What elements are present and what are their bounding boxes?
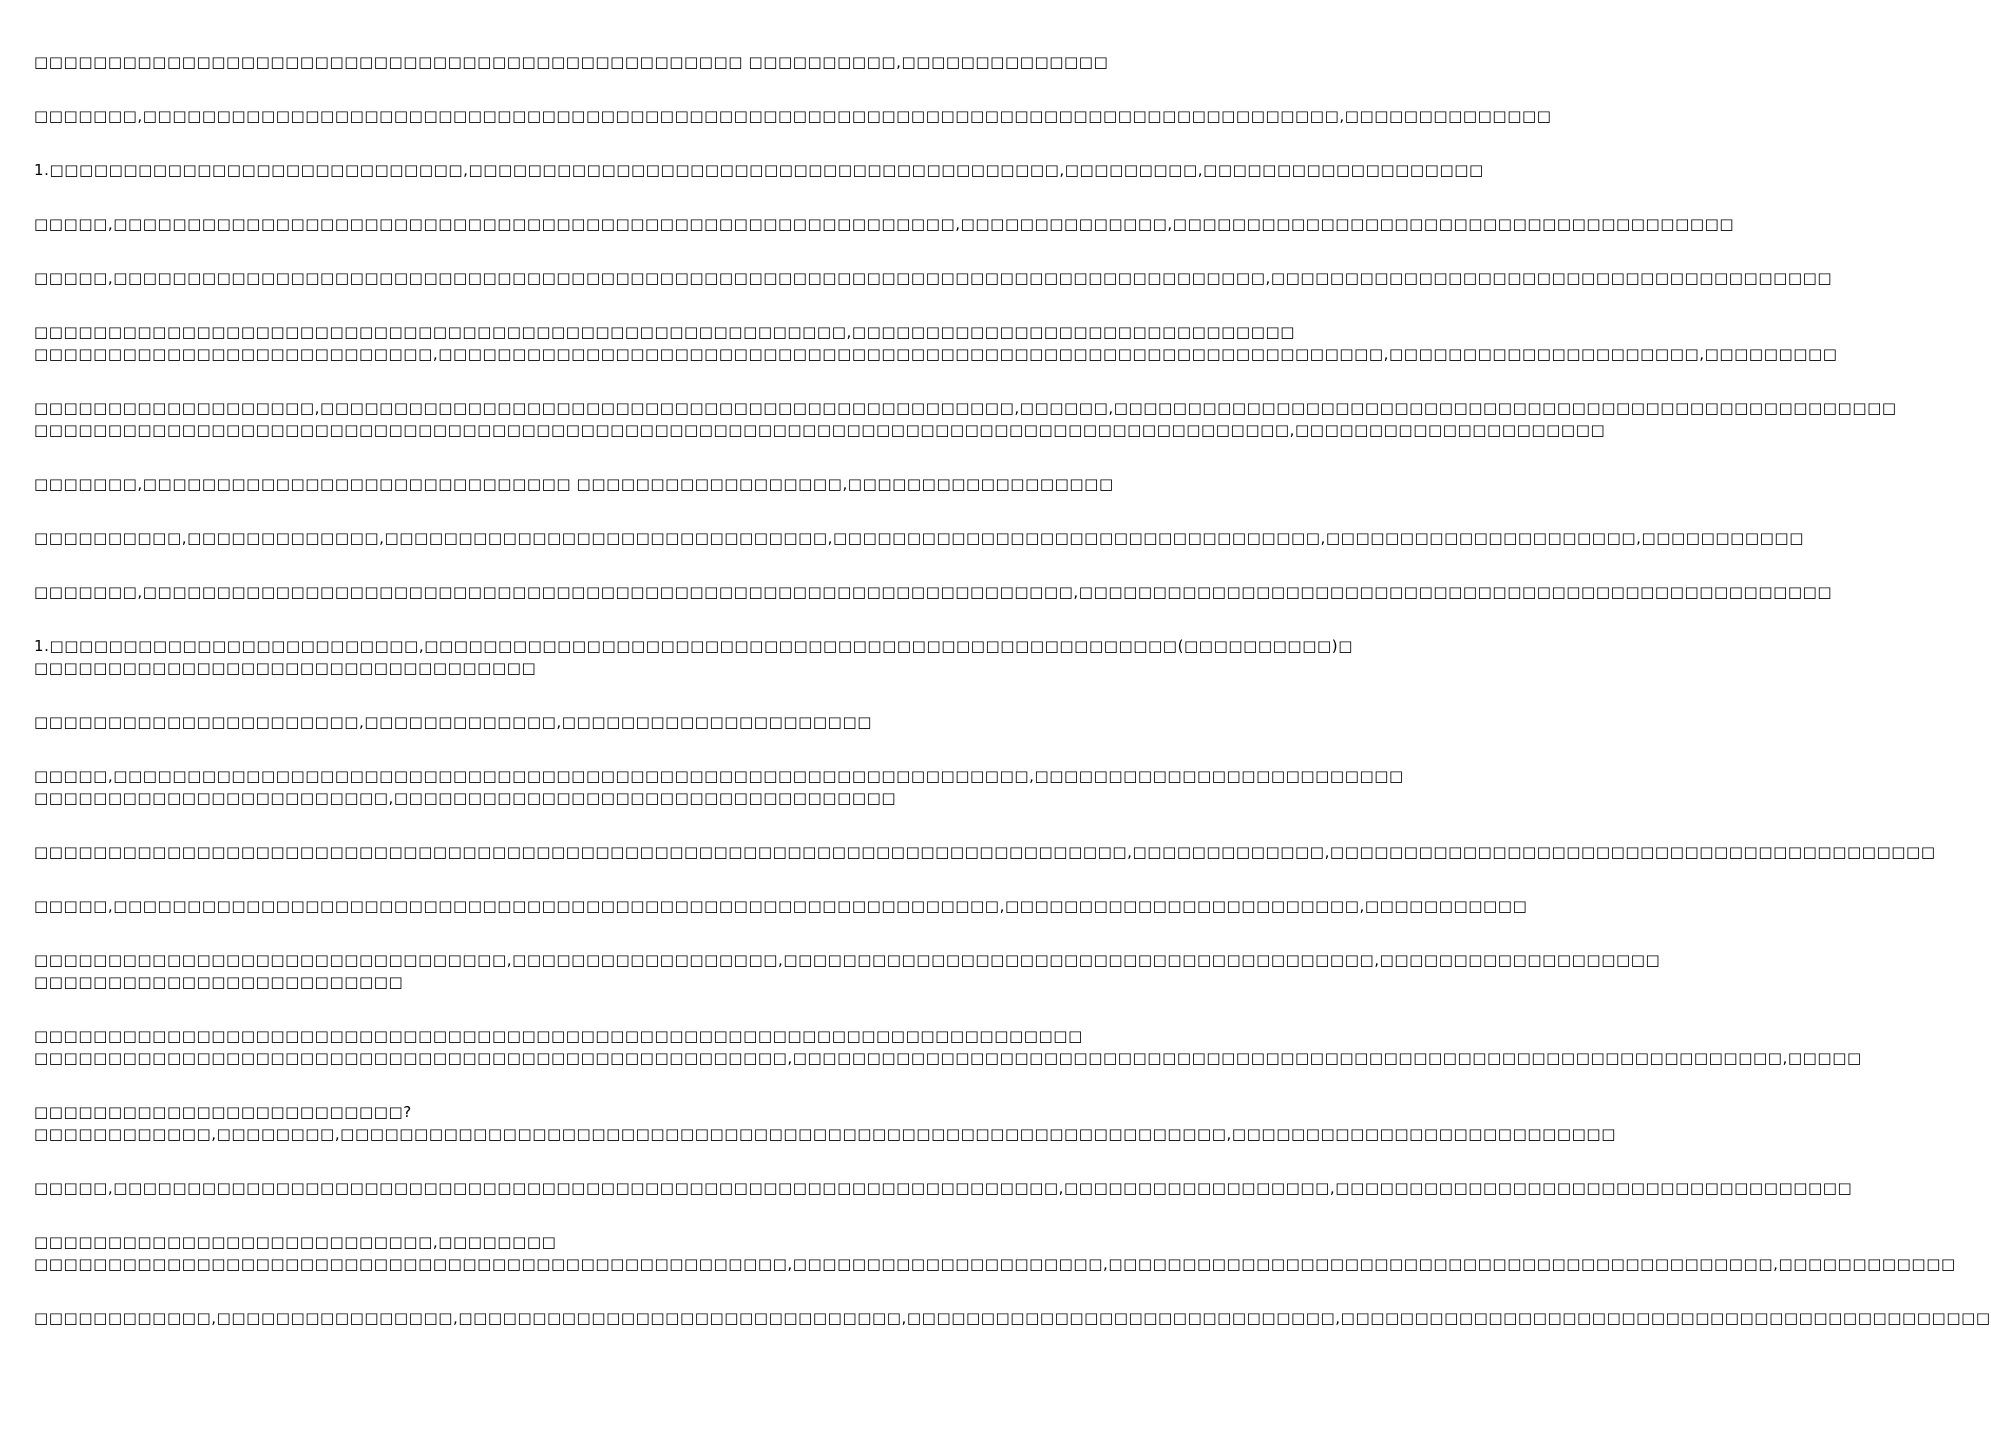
paragraph bbox=[34, 1231, 1956, 1275]
paragraph bbox=[34, 1025, 1862, 1069]
text-line: □□□□□□□□□□□□□□□□□□□□□□□□□□□□□□□□□□□□□□□□□□□□□□□□□□□,□□□□□□□□□□□□□□□□□□□□□,□□□□□□□□□□□□□□□□□□□□□□□□□□□□□□□□□□□□□□□□□□□□□,□□□□□□□□□□□□ bbox=[34, 1255, 1956, 1273]
text-line: □□□□□□□□□□□□□□□□□□□□□□□□□ bbox=[34, 973, 404, 991]
paragraph bbox=[34, 581, 1833, 603]
paragraph bbox=[34, 635, 1353, 679]
text-line: □□□□□□□□□□□□□□□□□□□□□□,□□□□□□□□□□□□□,□□□□□□□□□□□□□□□□□□□□□ bbox=[34, 713, 872, 731]
paragraph bbox=[34, 321, 1838, 365]
text-line: □□□□□□□□□□□□□□□□□□□□□□□□□□□□□□□□□□□□□□□□□□□□□□□□□□□□□□□□□□□□□□□□□□□□□□□ bbox=[34, 1027, 1083, 1045]
text-line: □□□□□□□□□□□□□□□□□□□□□□□□□□□□□□□□□□□□□□□□□□□□□□□□□□□□□□□□□□□□□□□□□□□□□□□□□□,□□□□□□□□□□□□□,□□□□□□□□□□□□□□□□□□□□□□□□□□□□□□□□□□□□□□□□□ bbox=[34, 843, 1936, 861]
paragraph bbox=[34, 895, 1528, 917]
text-line: □□□□□,□□□□□□□□□□□□□□□□□□□□□□□□□□□□□□□□□□□□□□□□□□□□□□□□□□□□□□□□□,□□□□□□□□□□□□□□,□□□□□□□□□□□□□□□□□□□□□□□□□□□□□□□□□□□□□□ bbox=[34, 215, 1735, 233]
paragraph bbox=[34, 765, 1404, 809]
text-line: □□□□□□□□□□□□□□□□□□□□□□□□□□□□□□□□,□□□□□□□□□□□□□□□□□□,□□□□□□□□□□□□□□□□□□□□□□□□□□□□□□□□□□□□□□□□,□□□□□□□□□□□□□□□□□□□ bbox=[34, 951, 1661, 969]
text-line: □□□□□,□□□□□□□□□□□□□□□□□□□□□□□□□□□□□□□□□□□□□□□□□□□□□□□□□□□□□□□□□□□□□□□□□□□□□□□□□□□□□□,□□□□□□□□□□□□□□□□□□□□□□□□□□□□□□□□□□□□□□ bbox=[34, 269, 1833, 287]
text-line: □□□□□,□□□□□□□□□□□□□□□□□□□□□□□□□□□□□□□□□□□□□□□□□□□□□□□□□□□□□□□□□□□□□□□□,□□□□□□□□□□□□□□□□□□,□□□□□□□□□□□□□□□□□□□□□□□□□□□□□□□□□□□ bbox=[34, 1179, 1853, 1197]
paragraph bbox=[34, 213, 1735, 235]
text-line: □□□□□□□□□□□□□□□□□□□□□□□□□□□□□□□□□□□□□□□□□□□□□□□□□□□,□□□□□□□□□□□□□□□□□□□□□□□□□□□□□□□□□□□□□□□□□□□□□□□□□□□□□□□□□□□□□□□□□□□,□□□□□ bbox=[34, 1049, 1862, 1067]
paragraph bbox=[34, 527, 1804, 549]
text-line: □□□□□□□□□□,□□□□□□□□□□□□□,□□□□□□□□□□□□□□□□□□□□□□□□□□□□□□,□□□□□□□□□□□□□□□□□□□□□□□□□□□□□□□□□,□□□□□□□□□□□□□□□□□□□□□,□□□□□□□□□□□ bbox=[34, 529, 1804, 547]
text-line: □□□□□,□□□□□□□□□□□□□□□□□□□□□□□□□□□□□□□□□□□□□□□□□□□□□□□□□□□□□□□□□□□□,□□□□□□□□□□□□□□□□□□□□□□□□,□□□□□□□□□□□ bbox=[34, 897, 1528, 915]
paragraph bbox=[34, 1101, 1616, 1145]
text-line: □□□□□□□□□□□□□□□□□□□□□□□□□□□,□□□□□□□□ bbox=[34, 1233, 557, 1251]
paragraph bbox=[34, 397, 1897, 441]
text-line: □□□□□□□□□□□□□□□□□□□□□□□□□□□□□□□□□□□□□□□□□□□□□□□□ □□□□□□□□□□,□□□□□□□□□□□□□□ bbox=[34, 53, 1109, 71]
paragraph bbox=[34, 267, 1833, 289]
paragraph bbox=[34, 1307, 1991, 1329]
paragraph bbox=[34, 1177, 1853, 1199]
text-line: □□□□□,□□□□□□□□□□□□□□□□□□□□□□□□□□□□□□□□□□□□□□□□□□□□□□□□□□□□□□□□□□□□□□,□□□□□□□□□□□□□□□□□□□□□□□□□ bbox=[34, 767, 1404, 785]
text-line: □□□□□□□□□□□□,□□□□□□□□,□□□□□□□□□□□□□□□□□□□□□□□□□□□□□□□□□□□□□□□□□□□□□□□□□□□□□□□□□□□□,□□□□□□□□□□□□□□□□□□□□□□□□□□ bbox=[34, 1125, 1616, 1143]
text-line: □□□□□□□□□□□□□□□□□□□,□□□□□□□□□□□□□□□□□□□□□□□□□□□□□□□□□□□□□□□□□□□□□□□,□□□□□□,□□□□□□□□□□□□□□□□□□□□□□□□□□□□□□□□□□□□□□□□□□□□□□□□□□□□□ bbox=[34, 399, 1897, 417]
paragraph bbox=[34, 105, 1552, 127]
text-line: □□□□□□□□□□□□□□□□□□□□□□□□□? bbox=[34, 1103, 412, 1121]
paragraph bbox=[34, 949, 1661, 993]
text-line: □□□□□□□,□□□□□□□□□□□□□□□□□□□□□□□□□□□□□□□□□□□□□□□□□□□□□□□□□□□□□□□□□□□□□□□,□□□□□□□□□□□□□□□□□□□□□□□□□□□□□□□□□□□□□□□□□□□□□□□□□□□ bbox=[34, 583, 1833, 601]
text-line: □□□□□□□□□□□□□□□□□□□□□□□□□□□□□□□□□□ bbox=[34, 659, 537, 677]
paragraph bbox=[34, 841, 1936, 863]
text-line: □□□□□□□□□□□□□□□□□□□□□□□□,□□□□□□□□□□□□□□□□□□□□□□□□□□□□□□□□□□ bbox=[34, 789, 897, 807]
text-line: □□□□□□□□□□□□□□□□□□□□□□□□□□□,□□□□□□□□□□□□□□□□□□□□□□□□□□□□□□□□□□□□□□□□□□□□□□□□□□□□□□□□□□□□□□□□,□□□□□□□□□□□□□□□□□□□□□,□□□□□□□□□ bbox=[34, 345, 1838, 363]
paragraph bbox=[34, 159, 1484, 181]
paragraph bbox=[34, 711, 990, 733]
text-line: □□□□□□□□□□□□□□□□□□□□□□□□□□□□□□□□□□□□□□□□□□□□□□□□□□□□□□□,□□□□□□□□□□□□□□□□□□□□□□□□□□□□□□ bbox=[34, 323, 1296, 341]
text-line: □□□□□□□,□□□□□□□□□□□□□□□□□□□□□□□□□□□□□ □□□□□□□□□□□□□□□□□□,□□□□□□□□□□□□□□□□□□ bbox=[34, 475, 1114, 493]
text-line: 1.□□□□□□□□□□□□□□□□□□□□□□□□□□□□,□□□□□□□□□□□□□□□□□□□□□□□□□□□□□□□□□□□□□□□□,□□□□□□□□□,□□□□□□□□□□□□□□□□□□□ bbox=[34, 161, 1484, 179]
text-line: □□□□□□□□□□□□,□□□□□□□□□□□□□□□□,□□□□□□□□□□□□□□□□□□□□□□□□□□□□□□,□□□□□□□□□□□□□□□□□□□□□□□□□□□□□,□□□□□□□□□□□□□□□□□□□□□□□□□□□□□□□□□□□□□□□□□□□□ bbox=[34, 1309, 1991, 1327]
text-line: □□□□□□□,□□□□□□□□□□□□□□□□□□□□□□□□□□□□□□□□□□□□□□□□□□□□□□□□□□□□□□□□□□□□□□□□□□□□□□□□□□□□□□□□□,□□□□□□□□□□□□□□ bbox=[34, 107, 1552, 125]
text-line: □□□□□□□□□□□□□□□□□□□□□□□□□□□□□□□□□□□□□□□□□□□□□□□□□□□□□□□□□□□□□□□□□□□□□□□□□□□□□□□□□□□□□,□□□□□□□□□□□□□□□□□□□□□ bbox=[34, 421, 1606, 439]
paragraph bbox=[34, 473, 1114, 495]
text-line: 1.□□□□□□□□□□□□□□□□□□□□□□□□□,□□□□□□□□□□□□□□□□□□□□□□□□□□□□□□□□□□□□□□□□□□□□□□□□□□□(□□□□□□□□□□)□ bbox=[34, 637, 1353, 655]
paragraph bbox=[34, 51, 1109, 73]
